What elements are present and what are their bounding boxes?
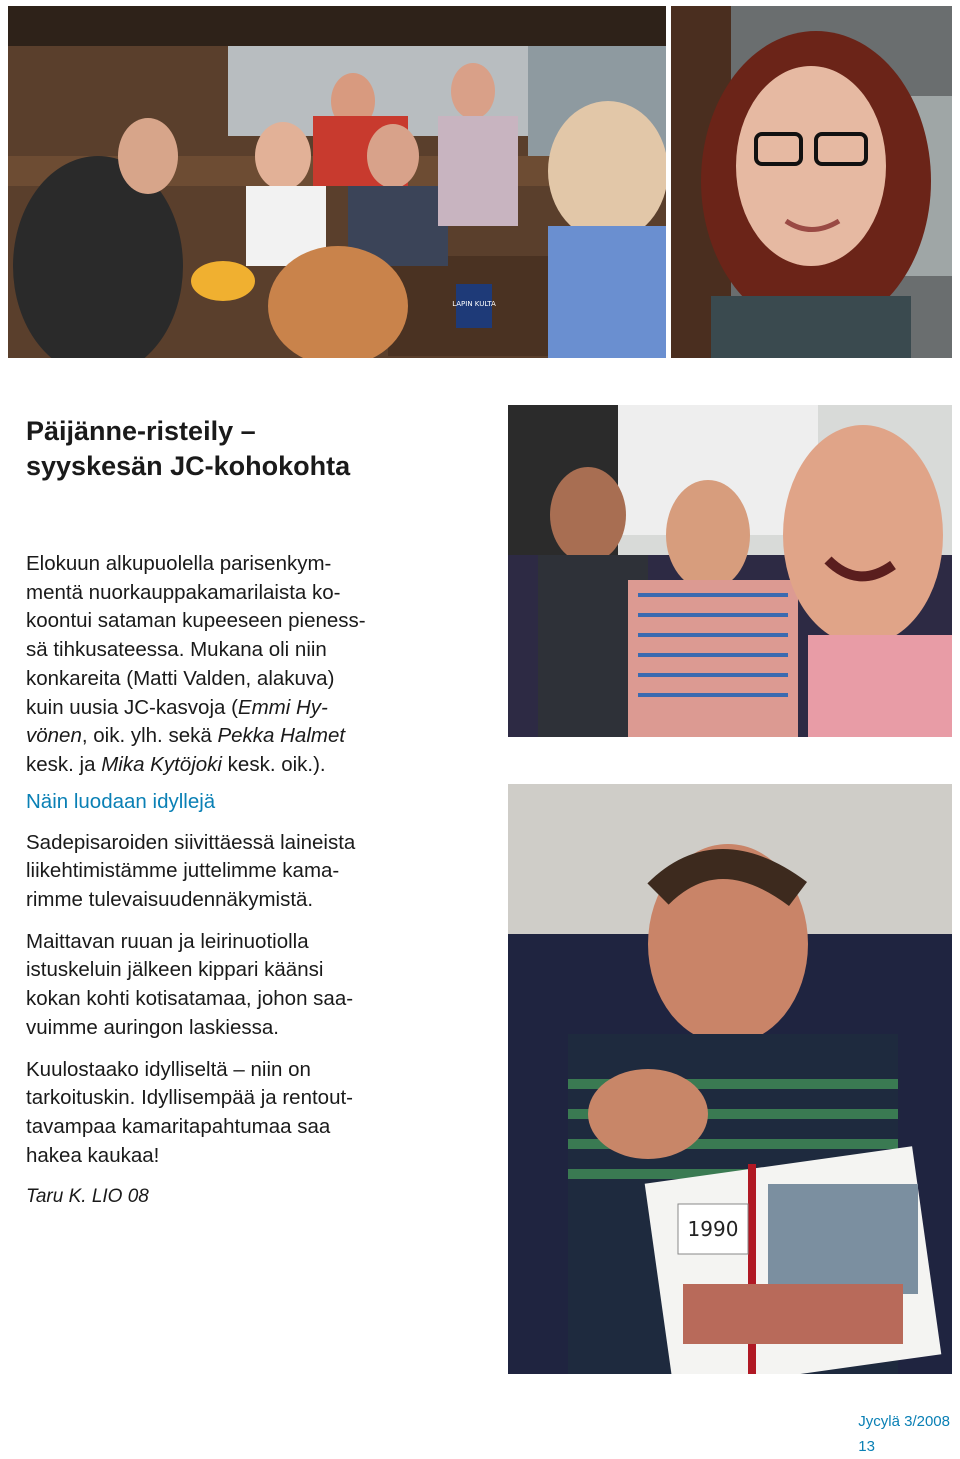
page-footer xyxy=(858,1409,950,1459)
body-paragraph-2: Maittavan ruuan ja leirinuotiolla istuskeluin jälkeen kippari käänsi kokan kohti kotisatamaa, johon saa- vuimme auringon laskiessa. xyxy=(26,929,354,1039)
photo-man-with-album xyxy=(508,784,952,1374)
lead-line: vönen, oik. ylh. sekä Pekka Halmet xyxy=(26,724,346,748)
body-paragraph-3: Kuulostaako idylliseltä – niin on tarkoituskin. Idyllisempää ja rentout- tavampaa kamaritapahtumaa saa hakea kaukaa! xyxy=(26,1057,354,1167)
lead-line: Elokuun alkupuolella parisenkym- xyxy=(26,552,332,575)
lead-line: koontui sataman kupeeseen pieness- xyxy=(26,609,366,633)
lead-paragraph xyxy=(26,550,486,780)
lead-line: kuin uusia JC-kasvoja (Emmi Hy- xyxy=(26,695,328,719)
body-paragraph-1: Sadepisaroiden siivittäessä laineista liikehtimistämme juttelimme kama- rimme tulevaisuudennäkymistä. xyxy=(26,830,356,912)
album-year-label: 1990 xyxy=(687,1217,739,1241)
photo-three-men xyxy=(508,405,952,737)
lead-line: kesk. ja Mika Kytöjoki kesk. oik.). xyxy=(26,752,326,776)
photo-group-on-boat xyxy=(8,6,666,358)
magazine-issue: Jycylä 3/2008 xyxy=(858,1413,950,1430)
title-line-1: Päijänne-risteily – xyxy=(26,416,256,446)
beer-can-label: LAPIN KULTA xyxy=(452,300,496,308)
article-title xyxy=(26,414,486,484)
page-number: 13 xyxy=(858,1438,875,1455)
lead-line: konkareita (Matti Valden, alakuva) xyxy=(26,666,335,690)
author-signature: Taru K. LIO 08 xyxy=(26,1186,149,1208)
article xyxy=(26,414,486,1208)
lead-line: sä tihkusateessa. Mukana oli niin xyxy=(26,638,327,662)
photo-woman-glasses xyxy=(671,6,952,358)
subheading: Näin luodaan idyllejä xyxy=(26,789,216,813)
title-line-2: syyskesän JC-kohokohta xyxy=(26,451,351,481)
lead-line: mentä nuorkauppakamarilaista ko- xyxy=(26,580,341,604)
